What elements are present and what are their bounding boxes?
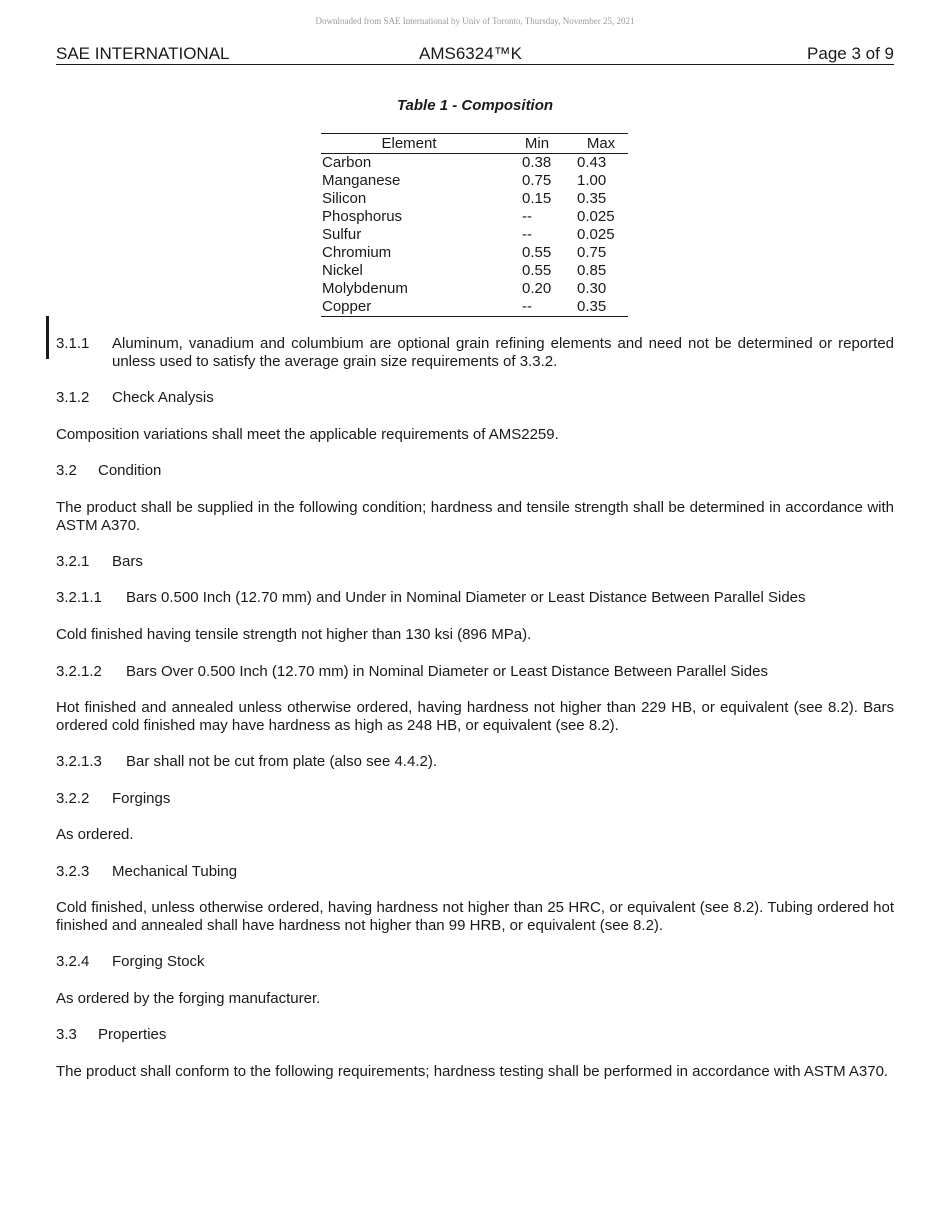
cell-max: 0.85: [577, 262, 607, 279]
section-title: Bars Over 0.500 Inch (12.70 mm) in Nominal Diameter or Least Distance Between Parallel Sides: [126, 663, 768, 680]
section-3-2-body: The product shall be supplied in the following condition; hardness and tensile strength shall be determined in accordance with ASTM A370.: [56, 499, 894, 534]
section-text: Aluminum, vanadium and columbium are optional grain refining elements and need not be determined or reported unless used to satisfy the average grain size requirements of 3.3.2.: [112, 335, 894, 370]
section-3-2-2-heading: [56, 790, 894, 808]
cell-element: Silicon: [322, 190, 367, 207]
cell-min: --: [522, 298, 532, 315]
page-header: [56, 44, 894, 65]
table-row: [321, 208, 628, 226]
section-3-3-body: The product shall conform to the following requirements; hardness testing shall be performed in accordance with ASTM A370.: [56, 1063, 889, 1080]
table-row: [321, 280, 628, 298]
header-organization: SAE INTERNATIONAL: [56, 44, 230, 63]
cell-max: 0.35: [577, 298, 607, 315]
section-3-2-1-heading: [56, 553, 894, 571]
header-max: Max: [586, 135, 616, 152]
section-title: Bars: [112, 553, 143, 570]
cell-max: 0.025: [577, 208, 615, 225]
header-min: Min: [524, 135, 550, 152]
composition-table: [321, 133, 628, 317]
cell-min: 0.15: [522, 190, 552, 207]
table-row: [321, 226, 628, 244]
section-title: Properties: [98, 1026, 167, 1043]
header-page-number: Page 3 of 9: [807, 44, 894, 63]
cell-min: 0.38: [522, 154, 552, 171]
section-number: 3.2.3: [56, 863, 90, 880]
section-3-1-2-heading: [56, 389, 894, 407]
cell-max: 0.35: [577, 190, 607, 207]
section-title: Mechanical Tubing: [112, 863, 238, 880]
cell-element: Carbon: [322, 154, 372, 171]
section-title: Forging Stock: [112, 953, 205, 970]
cell-min: --: [522, 208, 532, 225]
section-number: 3.2.1: [56, 553, 90, 570]
cell-element: Manganese: [322, 172, 401, 189]
section-3-2-1-1-body: Cold finished having tensile strength not higher than 130 ksi (896 MPa).: [56, 626, 532, 643]
cell-max: 0.30: [577, 280, 607, 297]
table-header-row: [321, 134, 628, 154]
cell-element: Sulfur: [322, 226, 362, 243]
section-3-2-1-2-body: Hot finished and annealed unless otherwise ordered, having hardness not higher than 229 HB, or equivalent (see 8.2). Bars ordered cold finished may have hardness as high as 248 HB, or equivalent (see 8.2).: [56, 699, 894, 734]
section-number: 3.3: [56, 1026, 77, 1043]
cell-element: Chromium: [322, 244, 392, 261]
cell-max: 1.00: [577, 172, 607, 189]
cell-max: 0.025: [577, 226, 615, 243]
section-3-2-heading: [56, 462, 894, 480]
section-number: 3.2.1.1: [56, 589, 102, 606]
cell-min: 0.55: [522, 262, 552, 279]
section-3-2-2-body: As ordered.: [56, 826, 134, 843]
section-3-1-1: [56, 335, 894, 371]
table-row: [321, 172, 628, 190]
cell-min: --: [522, 226, 532, 243]
section-3-2-3-heading: [56, 863, 894, 881]
cell-min: 0.75: [522, 172, 552, 189]
cell-max: 0.75: [577, 244, 607, 261]
section-number: 3.1.1: [56, 335, 90, 352]
section-title: Check Analysis: [112, 389, 214, 406]
section-number: 3.2.4: [56, 953, 90, 970]
header-document-id: AMS6324™K: [419, 44, 522, 63]
section-title: Bars 0.500 Inch (12.70 mm) and Under in Nominal Diameter or Least Distance Between Parallel Sides: [126, 589, 806, 606]
header-element: Element: [381, 135, 437, 152]
section-title: Forgings: [112, 790, 171, 807]
section-3-3-heading: [56, 1026, 894, 1044]
section-title: Condition: [98, 462, 162, 479]
section-3-2-1-3: [56, 753, 894, 771]
table-row: [321, 154, 628, 172]
cell-element: Molybdenum: [322, 280, 408, 297]
section-3-2-3-body: Cold finished, unless otherwise ordered, having hardness not higher than 25 HRC, or equivalent (see 8.2). Tubing ordered hot finished and annealed shall have hardness not higher than 99 HRB, or equivalent (see 8.2).: [56, 899, 894, 934]
section-3-2-4-body: As ordered by the forging manufacturer.: [56, 990, 321, 1007]
table-caption: Table 1 - Composition: [396, 97, 554, 114]
cell-element: Copper: [322, 298, 372, 315]
table-row: [321, 298, 628, 316]
section-number: 3.1.2: [56, 389, 90, 406]
cell-min: 0.55: [522, 244, 552, 261]
table-row: [321, 262, 628, 280]
section-3-2-1-2-heading: [56, 663, 894, 681]
cell-element: Phosphorus: [322, 208, 403, 225]
section-number: 3.2.1.2: [56, 663, 102, 680]
section-number: 3.2.1.3: [56, 753, 102, 770]
section-3-1-2-body: Composition variations shall meet the applicable requirements of AMS2259.: [56, 426, 559, 443]
table-row: [321, 190, 628, 208]
download-watermark: Downloaded from SAE International by Univ of Toronto, Thursday, November 25, 2021: [315, 16, 635, 26]
section-3-2-1-1-heading: [56, 589, 894, 607]
section-number: 3.2.2: [56, 790, 90, 807]
cell-element: Nickel: [322, 262, 363, 279]
section-3-2-4-heading: [56, 953, 894, 971]
cell-max: 0.43: [577, 154, 607, 171]
cell-min: 0.20: [522, 280, 552, 297]
section-title: Bar shall not be cut from plate (also see 4.4.2).: [126, 753, 437, 770]
table-row: [321, 244, 628, 262]
section-number: 3.2: [56, 462, 77, 479]
revision-change-bar: [46, 316, 49, 359]
